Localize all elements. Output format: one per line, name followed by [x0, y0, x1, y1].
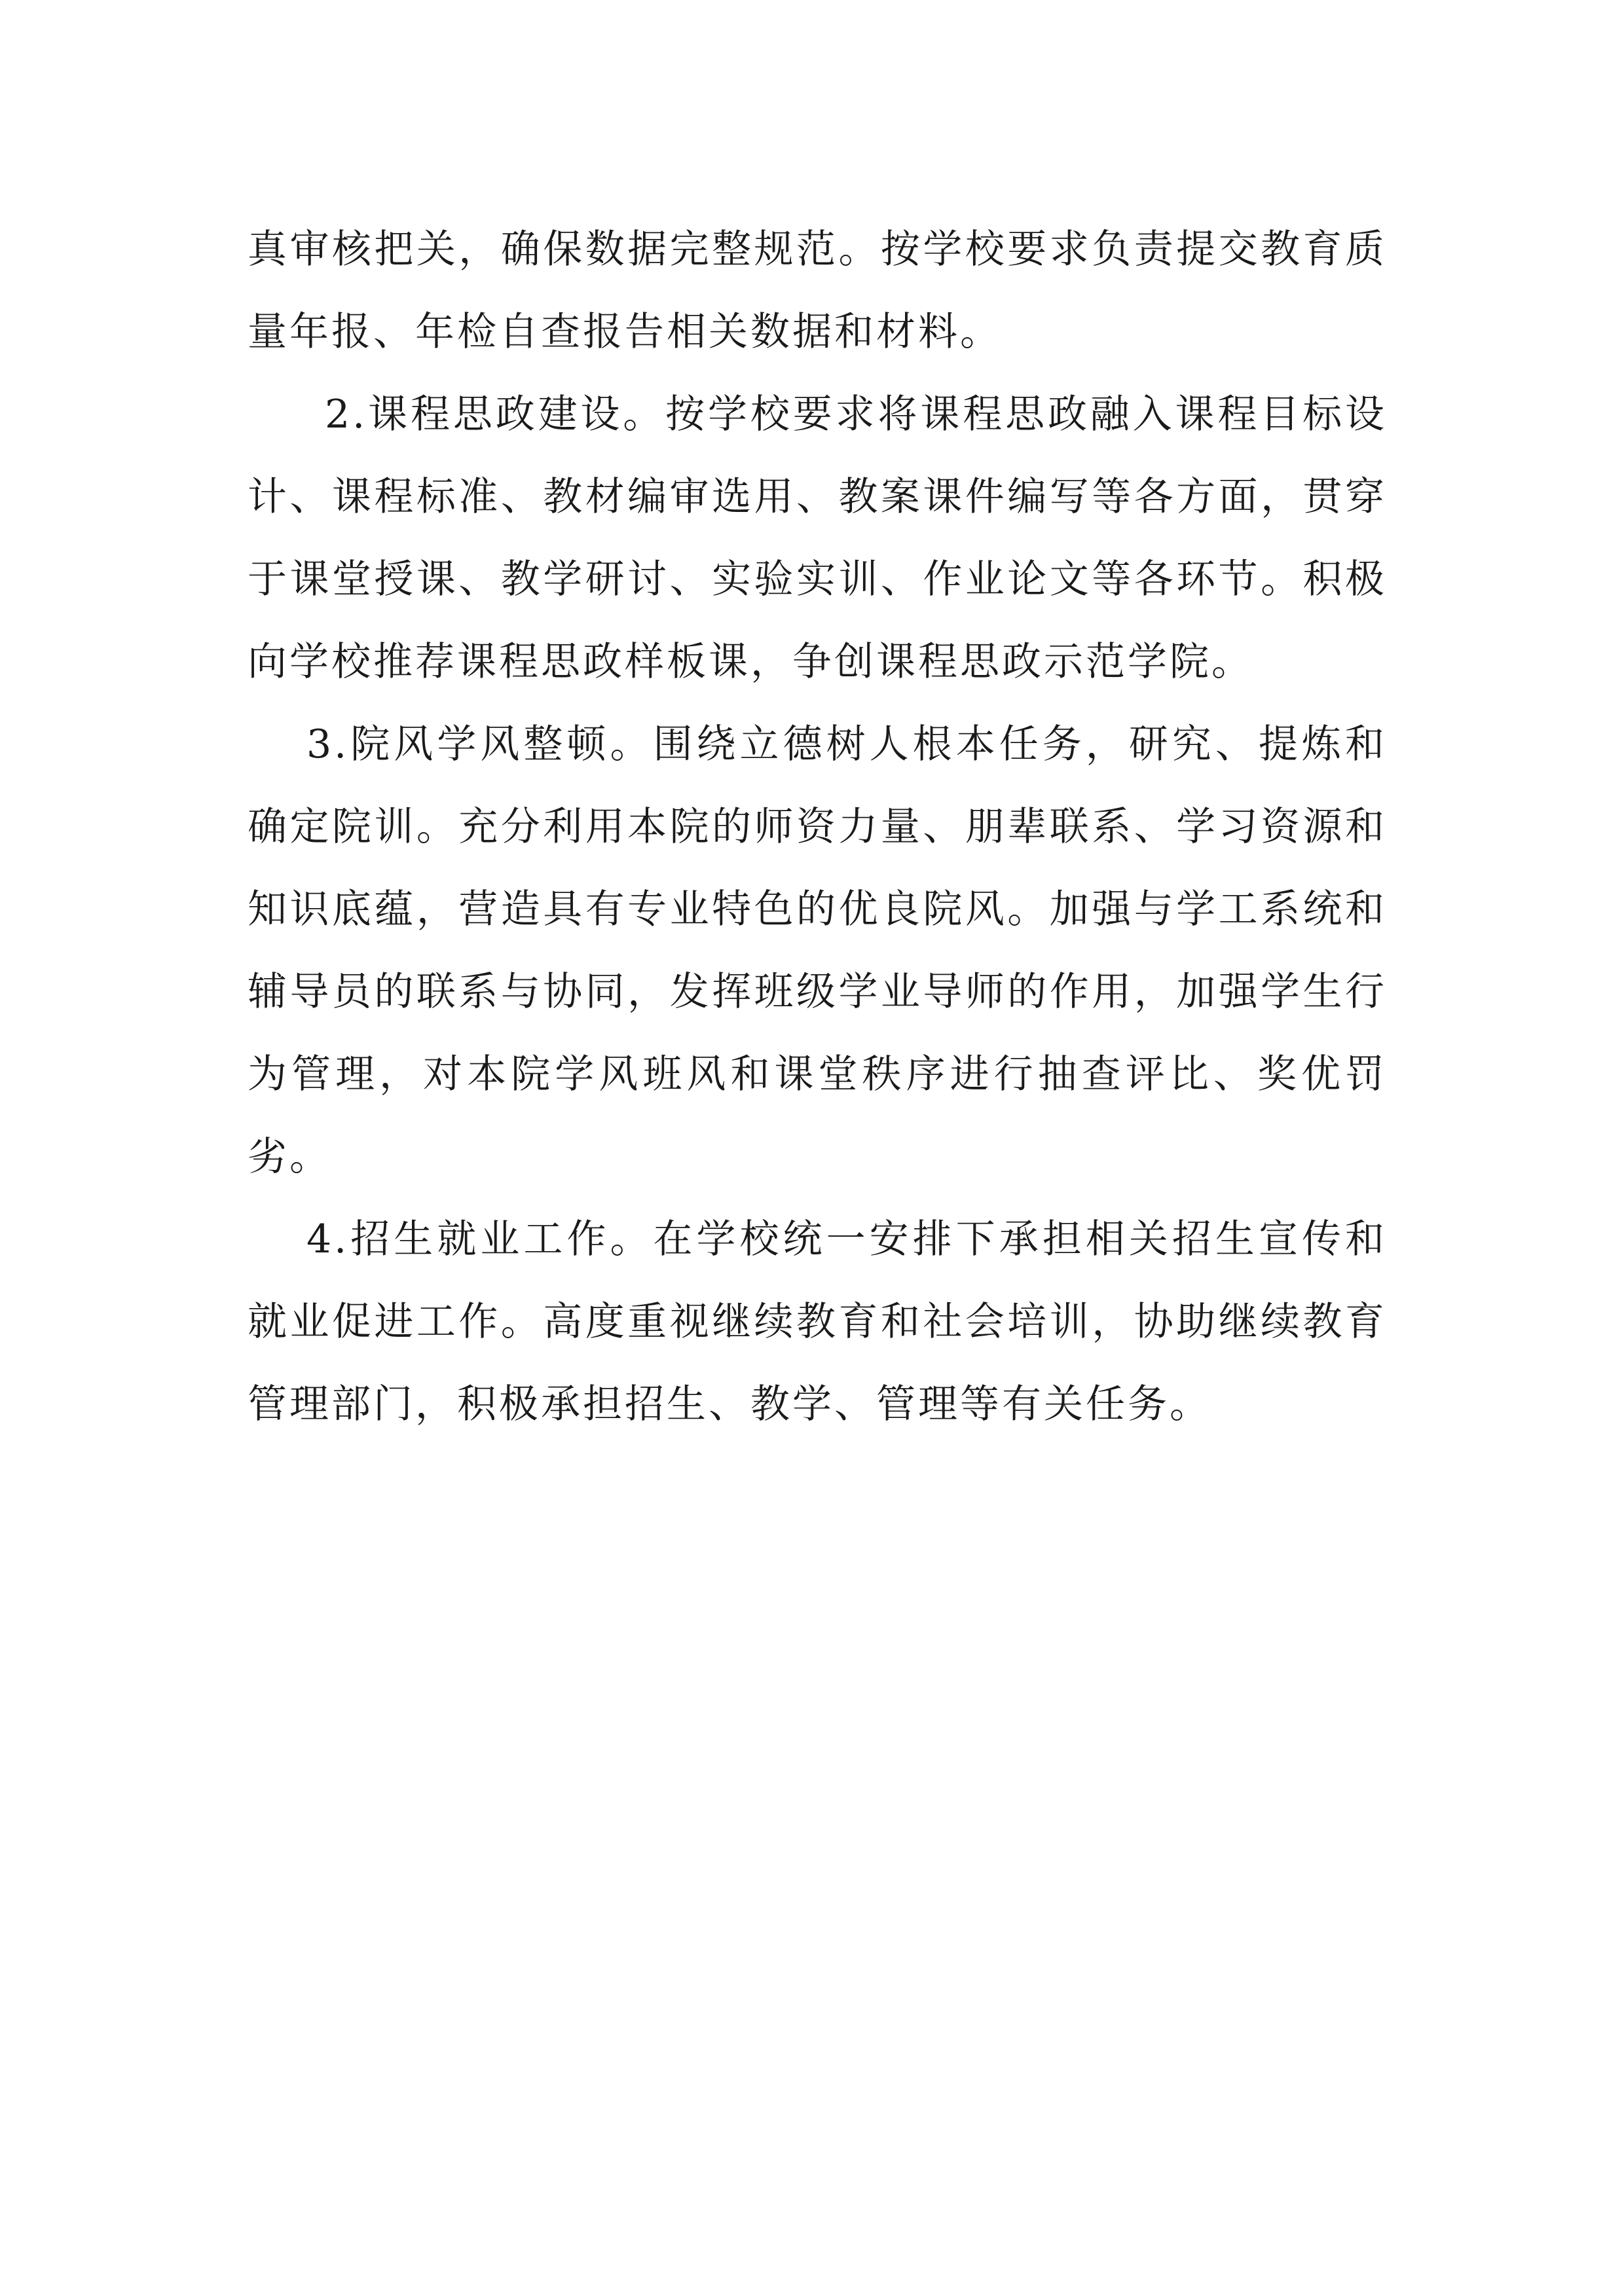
paragraph-college-style: 3.院风学风整顿。围绕立德树人根本任务，研究、提炼和确定院训。充分利用本院的师资力量、朋辈联系、学习资源和知识底蕴，营造具有专业特色的优良院风。加强与学工系统和辅导员的联系与协同，发挥班级学业导师的作用，加强学生行为管理，对本院学风班风和课堂秩序进行抽查评比、奖优罚劣。 — [248, 721, 1387, 1180]
paragraph-course-ideology: 2.课程思政建设。按学校要求将课程思政融入课程目标设计、课程标准、教材编审选用、教案课件编写等各方面，贯穿于课堂授课、教学研讨、实验实训、作业论文等各环节。积极向学校推荐课程思政样板课，争创课程思政示范学院。 — [248, 392, 1387, 685]
paragraph-continuation: 真审核把关，确保数据完整规范。按学校要求负责提交教育质量年报、年检自查报告相关数据和材料。 — [248, 227, 1387, 355]
document-body — [248, 208, 1387, 1446]
paragraph-enrollment-employment: 4.招生就业工作。在学校统一安排下承担相关招生宣传和就业促进工作。高度重视继续教育和社会培训，协助继续教育管理部门，积极承担招生、教学、管理等有关任务。 — [248, 1216, 1387, 1427]
